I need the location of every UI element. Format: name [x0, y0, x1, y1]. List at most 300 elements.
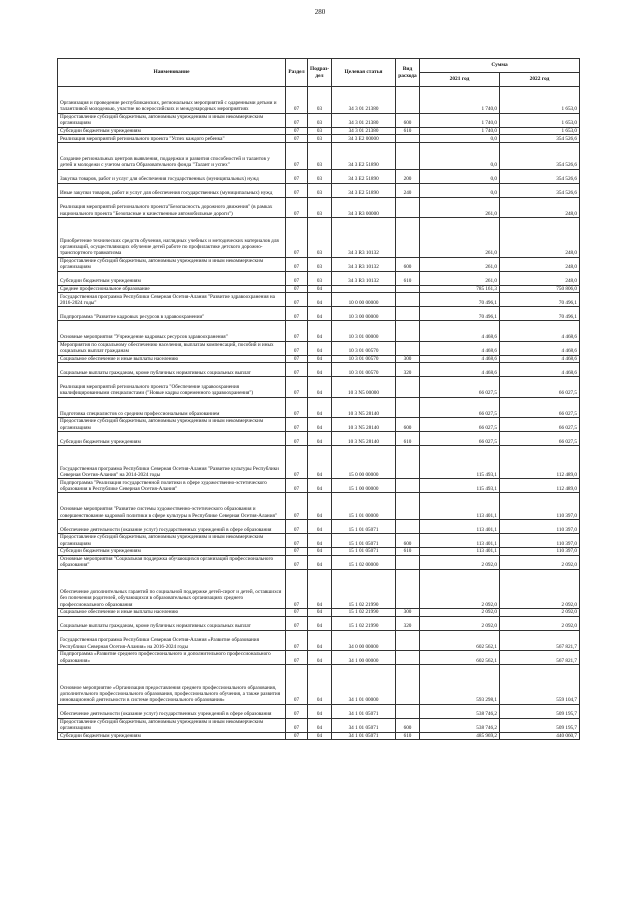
row-sum-2022: 110 397,0 — [500, 493, 580, 520]
row-razdel: 07 — [286, 377, 308, 397]
table-row — [58, 113, 580, 127]
row-target: 10 0 00 00000 — [332, 293, 396, 307]
row-name: Предоставление субсидий бюджетным, автономным учреждениям и иным некоммерческим организациям — [58, 534, 286, 548]
table-row — [58, 704, 580, 718]
row-target: 34 3 01 21380 — [332, 87, 396, 114]
row-sum-2021: 0,0 — [420, 142, 500, 169]
row-sum-2021: 261,0 — [420, 218, 500, 258]
row-name: Обеспечение деятельности (оказание услуг) государственных учреждений в сфере образования — [58, 704, 286, 718]
row-vid — [396, 520, 420, 534]
budget-table — [57, 58, 580, 740]
header-razdel: Раздел — [286, 59, 308, 87]
header-podrazdel: Подраз-дел — [308, 59, 332, 87]
row-sum-2021: 593 298,1 — [420, 665, 500, 705]
row-target — [332, 285, 396, 293]
row-name: Предоставление субсидий бюджетным, автономным учреждениям и иным некоммерческим организациям — [58, 418, 286, 432]
table-row — [58, 377, 580, 397]
row-sum-2021: 4 468,6 — [420, 321, 500, 341]
row-sum-2022: 354 526,6 — [500, 142, 580, 169]
row-name: Предоставление субсидий бюджетным, автономным учреждениям и иным некоммерческим организациям — [58, 718, 286, 732]
row-vid — [396, 493, 420, 520]
row-sum-2022: 66 027,5 — [500, 418, 580, 432]
table-row — [58, 718, 580, 732]
table-row — [58, 257, 580, 271]
row-target: 15 1 02 21990 — [332, 569, 396, 609]
row-vid — [396, 397, 420, 417]
row-podrazdel: 04 — [308, 307, 332, 321]
row-sum-2022: 4 468,6 — [500, 355, 580, 363]
row-target: 34 3 E2 51890 — [332, 142, 396, 169]
row-podrazdel: 04 — [308, 704, 332, 718]
row-sum-2021: 0,0 — [420, 135, 500, 143]
header-name: Наименование — [58, 59, 286, 87]
header-2021: 2021 год — [420, 73, 500, 87]
row-vid: 610 — [396, 548, 420, 556]
row-razdel: 07 — [286, 135, 308, 143]
row-sum-2022: 509 195,7 — [500, 704, 580, 718]
row-podrazdel: 04 — [308, 548, 332, 556]
row-sum-2021: 113 401,1 — [420, 534, 500, 548]
row-sum-2022: 66 027,5 — [500, 377, 580, 397]
table-row — [58, 285, 580, 293]
row-name: Приобретение технических средств обучения, наглядных учебных и методических материалов для организаций, осуществляющих обучение детей работе по профилактике детского дорожно-транспортного травматизма — [58, 218, 286, 258]
row-target: 34 1 00 00000 — [332, 651, 396, 665]
row-sum-2022: 110 397,0 — [500, 534, 580, 548]
table-row — [58, 418, 580, 432]
row-vid — [396, 704, 420, 718]
row-target: 34 1 01 05071 — [332, 732, 396, 740]
row-sum-2021: 66 027,5 — [420, 432, 500, 446]
row-name: Подпрограмма "Развитие кадровых ресурсов в здравоохранении" — [58, 307, 286, 321]
row-sum-2022: 248,0 — [500, 257, 580, 271]
row-name: Подпрограмма «Развитие среднего профессионального и дополнительного профессионального образования» — [58, 651, 286, 665]
row-name: Основные мероприятия "Социальная поддержка обучающихся организаций профессионального образования" — [58, 555, 286, 569]
row-vid: 300 — [396, 609, 420, 617]
row-name: Обеспечение дополнительных гарантий по социальной поддержке детей-сирот и детей, оставшихся без попечения родителей, обучающихся в образовательных организациях среднего профессионального образования — [58, 569, 286, 609]
table-row — [58, 548, 580, 556]
row-razdel: 07 — [286, 113, 308, 127]
row-razdel: 07 — [286, 363, 308, 377]
row-razdel: 07 — [286, 534, 308, 548]
row-target: 15 1 01 00000 — [332, 493, 396, 520]
row-sum-2021: 1 740,0 — [420, 113, 500, 127]
page-number: 280 — [314, 8, 326, 16]
row-name: Государственная программа Республики Северная Осетия-Алания «Развитие образования Республики Северная Осетия-Алания» на 2016-2024 годы — [58, 630, 286, 650]
row-target: 34 3 E2 51890 — [332, 183, 396, 197]
row-razdel: 07 — [286, 493, 308, 520]
row-razdel: 07 — [286, 285, 308, 293]
row-vid — [396, 135, 420, 143]
table-row — [58, 609, 580, 617]
row-vid — [396, 446, 420, 479]
table-body — [58, 87, 580, 740]
row-sum-2022: 248,0 — [500, 218, 580, 258]
row-podrazdel: 04 — [308, 355, 332, 363]
row-vid — [396, 285, 420, 293]
row-sum-2021: 261,0 — [420, 271, 500, 285]
row-sum-2021: 115 493,1 — [420, 446, 500, 479]
row-target: 15 1 01 05071 — [332, 534, 396, 548]
row-sum-2021: 602 562,1 — [420, 630, 500, 650]
row-razdel: 07 — [286, 665, 308, 705]
row-vid: 240 — [396, 183, 420, 197]
row-sum-2022: 112 489,0 — [500, 479, 580, 493]
row-name: Основные мероприятия "Учреждение кадровых ресурсов здравоохранения" — [58, 321, 286, 341]
row-podrazdel: 04 — [308, 285, 332, 293]
row-podrazdel: 04 — [308, 397, 332, 417]
row-name: Закупка товаров, работ и услуг для обеспечения государственных (муниципальных) нужд — [58, 169, 286, 183]
row-razdel: 07 — [286, 87, 308, 114]
row-podrazdel: 04 — [308, 446, 332, 479]
row-razdel: 07 — [286, 127, 308, 135]
row-vid: 320 — [396, 616, 420, 630]
table-row — [58, 446, 580, 479]
row-vid: 320 — [396, 363, 420, 377]
row-razdel: 07 — [286, 218, 308, 258]
row-vid: 600 — [396, 113, 420, 127]
table-row — [58, 197, 580, 217]
row-podrazdel: 04 — [308, 534, 332, 548]
row-podrazdel: 03 — [308, 127, 332, 135]
table-row — [58, 87, 580, 114]
row-podrazdel: 04 — [308, 651, 332, 665]
row-podrazdel: 04 — [308, 493, 332, 520]
row-razdel: 07 — [286, 548, 308, 556]
row-target: 34 3 R3 10132 — [332, 257, 396, 271]
row-sum-2022: 354 526,6 — [500, 169, 580, 183]
header-sum: Сумма — [420, 59, 580, 73]
row-razdel: 07 — [286, 609, 308, 617]
row-target: 34 3 01 21380 — [332, 113, 396, 127]
row-sum-2021: 602 562,1 — [420, 651, 500, 665]
row-target: 15 1 02 00000 — [332, 555, 396, 569]
row-podrazdel: 04 — [308, 377, 332, 397]
table-row — [58, 307, 580, 321]
row-podrazdel: 04 — [308, 479, 332, 493]
row-podrazdel: 03 — [308, 87, 332, 114]
row-name: Среднее профессиональное образование — [58, 285, 286, 293]
table-row — [58, 135, 580, 143]
row-vid — [396, 197, 420, 217]
row-target: 10 3 01 00570 — [332, 363, 396, 377]
row-sum-2021: 66 027,5 — [420, 397, 500, 417]
row-vid: 610 — [396, 732, 420, 740]
row-target: 34 0 00 00000 — [332, 630, 396, 650]
table-row — [58, 397, 580, 417]
row-razdel: 07 — [286, 704, 308, 718]
row-razdel: 07 — [286, 307, 308, 321]
row-name: Основные мероприятия "Развитие системы художественно-эстетического образования и совершенствование кадровой политики в сфере культуры в Республике Северная Осетия-Алания" — [58, 493, 286, 520]
row-name: Реализация мероприятий регионального проекта"Безопасность дорожного движения" (в рамках национального проекта "Безопасные и качественные автомобильные дороги") — [58, 197, 286, 217]
row-name: Государственная программа Республики Северная Осетия-Алания "Развитие культуры Республики Северная Осетия-Алания" на 2014-2024 годы — [58, 446, 286, 479]
row-name: Подпрограмма "Реализация государственной политики в сфере художественно-эстетического образования в Республике Северная Осетия-Алания" — [58, 479, 286, 493]
row-sum-2022: 567 821,7 — [500, 651, 580, 665]
row-podrazdel: 04 — [308, 609, 332, 617]
row-razdel: 07 — [286, 183, 308, 197]
table-row — [58, 142, 580, 169]
row-vid — [396, 321, 420, 341]
row-sum-2021: 2 092,0 — [420, 569, 500, 609]
row-razdel: 07 — [286, 432, 308, 446]
row-sum-2021: 785 161,3 — [420, 285, 500, 293]
row-sum-2022: 354 526,6 — [500, 183, 580, 197]
row-razdel: 07 — [286, 397, 308, 417]
row-podrazdel: 04 — [308, 555, 332, 569]
row-podrazdel: 04 — [308, 321, 332, 341]
row-target: 10 3 01 00570 — [332, 355, 396, 363]
row-name: Мероприятия по социальному обеспечению населения, выплатам компенсаций, пособий и иных социальных выплат гражданам — [58, 341, 286, 355]
row-podrazdel: 04 — [308, 520, 332, 534]
row-sum-2021: 538 746,2 — [420, 718, 500, 732]
table-row — [58, 127, 580, 135]
row-name: Организация и проведение республиканских, региональных мероприятий с одаренными детьми и талантливой молодежью, участие во всероссийских и международных мероприятиях — [58, 87, 286, 114]
row-sum-2022: 112 489,0 — [500, 446, 580, 479]
row-podrazdel: 03 — [308, 271, 332, 285]
row-sum-2022: 66 027,5 — [500, 397, 580, 417]
table-row — [58, 630, 580, 650]
row-vid: 610 — [396, 432, 420, 446]
row-name: Субсидии бюджетным учреждениям — [58, 432, 286, 446]
row-sum-2022: 2 092,0 — [500, 569, 580, 609]
row-target: 34 1 01 05071 — [332, 704, 396, 718]
row-sum-2021: 0,0 — [420, 169, 500, 183]
row-vid — [396, 218, 420, 258]
row-podrazdel: 04 — [308, 293, 332, 307]
row-razdel: 07 — [286, 555, 308, 569]
table-row — [58, 555, 580, 569]
row-target: 15 1 02 21990 — [332, 609, 396, 617]
row-name: Субсидии бюджетным учреждениям — [58, 271, 286, 285]
row-name: Иные закупки товаров, работ и услуг для обеспечения государственных (муниципальных) нужд — [58, 183, 286, 197]
row-target: 34 3 E2 00000 — [332, 135, 396, 143]
table-row — [58, 293, 580, 307]
row-sum-2022: 750 806,0 — [500, 285, 580, 293]
row-sum-2022: 110 397,0 — [500, 548, 580, 556]
table-row — [58, 479, 580, 493]
row-name: Социальное обеспечение и иные выплаты населению — [58, 355, 286, 363]
row-vid — [396, 665, 420, 705]
row-sum-2021: 261,0 — [420, 197, 500, 217]
row-sum-2021: 2 092,0 — [420, 616, 500, 630]
row-sum-2021: 113 401,1 — [420, 548, 500, 556]
row-sum-2021: 113 401,1 — [420, 493, 500, 520]
table-row — [58, 569, 580, 609]
header-target: Целевая статья — [332, 59, 396, 87]
row-sum-2021: 4 468,6 — [420, 341, 500, 355]
row-sum-2022: 1 653,0 — [500, 127, 580, 135]
row-vid — [396, 555, 420, 569]
row-podrazdel: 04 — [308, 418, 332, 432]
row-target: 15 1 01 05071 — [332, 520, 396, 534]
row-sum-2021: 70 496,1 — [420, 307, 500, 321]
table-row — [58, 520, 580, 534]
header-vid: Вид расхода — [396, 59, 420, 87]
row-podrazdel: 03 — [308, 135, 332, 143]
row-podrazdel: 04 — [308, 569, 332, 609]
row-razdel: 07 — [286, 341, 308, 355]
row-podrazdel: 04 — [308, 341, 332, 355]
table-row — [58, 321, 580, 341]
row-sum-2021: 4 468,6 — [420, 355, 500, 363]
row-sum-2022: 354 526,6 — [500, 135, 580, 143]
row-target: 10 3 01 00570 — [332, 341, 396, 355]
header-2022: 2022 год — [500, 73, 580, 87]
row-target: 34 1 01 05071 — [332, 718, 396, 732]
row-target: 15 1 02 21990 — [332, 616, 396, 630]
row-target: 34 3 01 21380 — [332, 127, 396, 135]
row-sum-2022: 4 468,6 — [500, 341, 580, 355]
table-row — [58, 183, 580, 197]
row-razdel: 07 — [286, 446, 308, 479]
row-podrazdel: 04 — [308, 432, 332, 446]
row-sum-2022: 4 468,6 — [500, 321, 580, 341]
row-razdel: 07 — [286, 630, 308, 650]
row-vid — [396, 630, 420, 650]
row-sum-2022: 1 653,0 — [500, 113, 580, 127]
row-name: Обеспечение деятельности (оказание услуг) государственных учреждений в сфере образования — [58, 520, 286, 534]
row-sum-2022: 2 092,0 — [500, 555, 580, 569]
row-sum-2022: 4 468,6 — [500, 363, 580, 377]
row-vid: 600 — [396, 257, 420, 271]
row-vid: 610 — [396, 271, 420, 285]
row-sum-2021: 2 092,0 — [420, 555, 500, 569]
row-razdel: 07 — [286, 257, 308, 271]
row-name: Субсидии бюджетным учреждениям — [58, 732, 286, 740]
row-razdel: 07 — [286, 293, 308, 307]
row-sum-2021: 115 493,1 — [420, 479, 500, 493]
row-podrazdel: 03 — [308, 169, 332, 183]
row-target: 34 3 R3 10132 — [332, 218, 396, 258]
row-sum-2022: 509 195,7 — [500, 718, 580, 732]
row-sum-2021: 0,0 — [420, 183, 500, 197]
row-sum-2021: 538 746,2 — [420, 704, 500, 718]
row-razdel: 07 — [286, 718, 308, 732]
row-name: Подготовка специалистов со средним профессиональным образованием — [58, 397, 286, 417]
row-vid: 600 — [396, 534, 420, 548]
row-vid — [396, 307, 420, 321]
row-vid — [396, 341, 420, 355]
table-row — [58, 616, 580, 630]
row-sum-2021: 2 092,0 — [420, 609, 500, 617]
row-sum-2021: 261,0 — [420, 257, 500, 271]
row-name: Основное мероприятие «Организация предоставления среднего профессионального образования, дополнительного профессионального образования, профессионального обучения, а также развития инновационной деятельности в системе профессионального образования» — [58, 665, 286, 705]
row-razdel: 07 — [286, 520, 308, 534]
row-sum-2022: 66 027,5 — [500, 432, 580, 446]
row-target: 10 3 00 00000 — [332, 307, 396, 321]
row-podrazdel: 03 — [308, 197, 332, 217]
row-sum-2021: 66 027,5 — [420, 418, 500, 432]
table-row — [58, 218, 580, 258]
row-podrazdel: 03 — [308, 183, 332, 197]
row-vid — [396, 377, 420, 397]
row-name: Реализация мероприятий регионального проекта "Обеспечение здравоохранения квалифицированными специалистами ("Новые кадры современного здравоохранения") — [58, 377, 286, 397]
row-podrazdel: 03 — [308, 218, 332, 258]
row-target: 10 3 N5 00000 — [332, 377, 396, 397]
row-sum-2021: 66 027,5 — [420, 377, 500, 397]
row-razdel: 07 — [286, 569, 308, 609]
row-podrazdel: 04 — [308, 630, 332, 650]
row-sum-2021: 113 401,1 — [420, 520, 500, 534]
row-name: Предоставление субсидий бюджетным, автономным учреждениям и иным некоммерческим организациям — [58, 257, 286, 271]
row-vid: 200 — [396, 169, 420, 183]
row-sum-2022: 248,0 — [500, 197, 580, 217]
row-razdel: 07 — [286, 418, 308, 432]
row-target: 34 3 R3 00000 — [332, 197, 396, 217]
row-sum-2021: 70 496,1 — [420, 293, 500, 307]
row-sum-2021: 1 740,0 — [420, 87, 500, 114]
table-row — [58, 271, 580, 285]
row-vid: 610 — [396, 127, 420, 135]
row-sum-2021: 1 740,0 — [420, 127, 500, 135]
row-podrazdel: 04 — [308, 718, 332, 732]
row-razdel: 07 — [286, 732, 308, 740]
row-vid — [396, 479, 420, 493]
row-vid: 300 — [396, 355, 420, 363]
row-sum-2022: 440 060,7 — [500, 732, 580, 740]
row-target: 15 1 00 00000 — [332, 479, 396, 493]
row-target: 15 0 00 00000 — [332, 446, 396, 479]
row-razdel: 07 — [286, 197, 308, 217]
row-razdel: 07 — [286, 616, 308, 630]
row-vid: 600 — [396, 418, 420, 432]
row-target: 10 3 N5 28140 — [332, 432, 396, 446]
table-row — [58, 493, 580, 520]
row-sum-2022: 559 104,7 — [500, 665, 580, 705]
row-vid — [396, 569, 420, 609]
row-target: 10 3 01 00000 — [332, 321, 396, 341]
row-sum-2022: 70 496,1 — [500, 307, 580, 321]
table-row — [58, 363, 580, 377]
row-vid — [396, 87, 420, 114]
row-target: 34 3 E2 51890 — [332, 169, 396, 183]
row-sum-2022: 2 092,0 — [500, 616, 580, 630]
row-target: 15 1 01 05071 — [332, 548, 396, 556]
row-name: Субсидии бюджетным учреждениям — [58, 548, 286, 556]
row-podrazdel: 03 — [308, 257, 332, 271]
row-podrazdel: 04 — [308, 363, 332, 377]
row-razdel: 07 — [286, 651, 308, 665]
table-row — [58, 432, 580, 446]
row-podrazdel: 04 — [308, 732, 332, 740]
row-vid: 600 — [396, 718, 420, 732]
row-sum-2021: 4 468,6 — [420, 363, 500, 377]
row-target: 34 3 R3 10132 — [332, 271, 396, 285]
row-razdel: 07 — [286, 321, 308, 341]
row-name: Субсидии бюджетным учреждениям — [58, 127, 286, 135]
row-podrazdel: 04 — [308, 616, 332, 630]
row-sum-2022: 70 496,1 — [500, 293, 580, 307]
table-row — [58, 534, 580, 548]
table-row — [58, 665, 580, 705]
row-sum-2022: 1 653,0 — [500, 87, 580, 114]
row-sum-2022: 248,0 — [500, 271, 580, 285]
table-row — [58, 169, 580, 183]
row-name: Государственная программа Республики Северная Осетия-Алания "Развитие здравоохранения на 2016-2024 годы" — [58, 293, 286, 307]
row-razdel: 07 — [286, 271, 308, 285]
row-vid — [396, 293, 420, 307]
row-target: 10 3 N5 28140 — [332, 418, 396, 432]
row-sum-2022: 2 092,0 — [500, 609, 580, 617]
row-target: 10 3 N5 28140 — [332, 397, 396, 417]
row-name: Социальные выплаты гражданам, кроме публичных нормативных социальных выплат — [58, 616, 286, 630]
row-razdel: 07 — [286, 142, 308, 169]
row-sum-2022: 567 821,7 — [500, 630, 580, 650]
row-vid — [396, 142, 420, 169]
row-name: Предоставление субсидий бюджетным, автономным учреждениям и иным некоммерческим организациям — [58, 113, 286, 127]
row-podrazdel: 03 — [308, 142, 332, 169]
row-name: Создание региональных центров выявления, поддержки и развития способностей и талантов у детей и молодежи с учетом опыта Образовательного фонда "Талант и успех" — [58, 142, 286, 169]
row-name: Социальное обеспечение и иные выплаты населению — [58, 609, 286, 617]
